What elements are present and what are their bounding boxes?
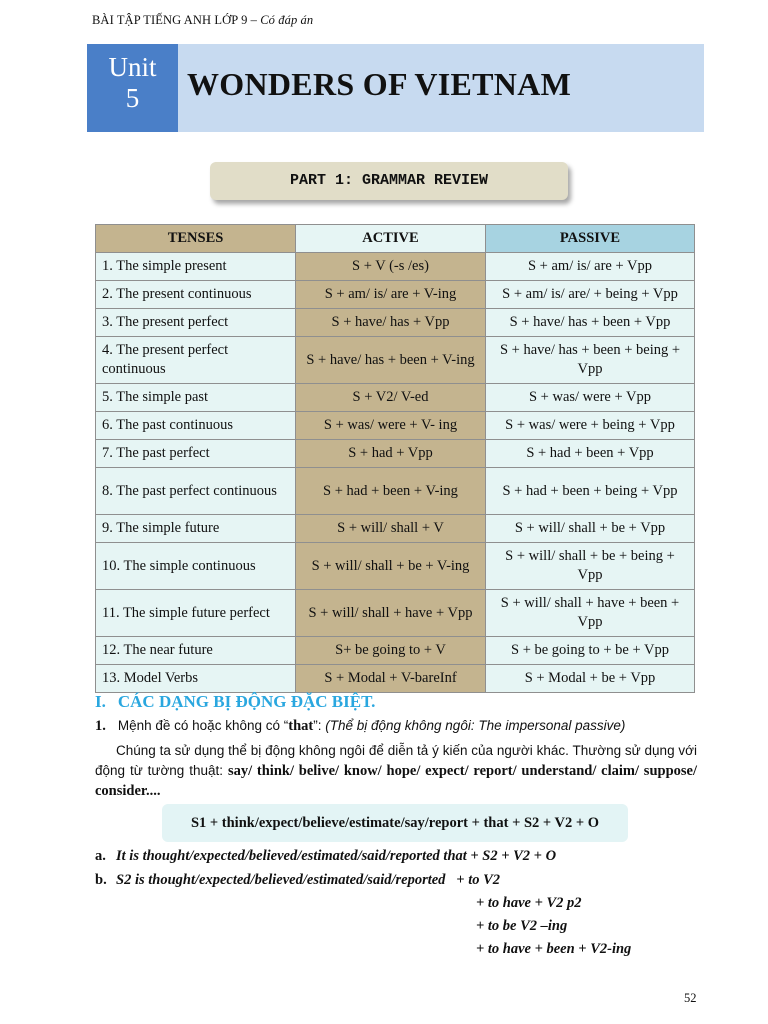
unit-label: Unit [108, 52, 157, 82]
table-row [96, 590, 695, 637]
tense-cell: 4. The present perfect continuous [96, 337, 296, 384]
active-cell: S+ be going to + V [296, 637, 486, 665]
unit-title: WONDERS OF VIETNAM [187, 66, 572, 102]
table-header-tenses: TENSES [96, 225, 296, 253]
running-header: BÀI TẬP TIẾNG ANH LỚP 9 – Có đáp án [92, 13, 314, 27]
example-text: It is thought/expected/believed/estimated/said/reported that + S2 + V2 + O [116, 848, 557, 864]
example-label: b. [95, 872, 107, 888]
subsection-heading [95, 718, 625, 735]
tenses-table [95, 224, 695, 693]
tense-cell: 8. The past perfect continuous [96, 468, 296, 515]
section-heading [95, 692, 375, 712]
table-row [96, 515, 695, 543]
section-number: I. [95, 692, 106, 711]
tense-cell: 2. The present continuous [96, 281, 296, 309]
tense-cell: 6. The past continuous [96, 412, 296, 440]
part-label: PART 1: GRAMMAR REVIEW [210, 162, 568, 200]
active-cell: S + was/ were + V- ing [296, 412, 486, 440]
tense-cell: 3. The present perfect [96, 309, 296, 337]
running-header-italic: Có đáp án [260, 13, 314, 27]
passive-cell: S + will/ shall + be + being + Vpp [486, 543, 695, 590]
example-text: S2 is thought/expected/believed/estimated/said/reported + to V2 [116, 872, 501, 888]
active-cell: S + V (-s /es) [296, 253, 486, 281]
passive-cell: S + had + been + being + Vpp [486, 468, 695, 515]
passive-cell: S + Modal + be + Vpp [486, 665, 695, 693]
subsection-keyword: that [288, 718, 314, 734]
tense-cell: 5. The simple past [96, 384, 296, 412]
table-row [96, 543, 695, 590]
example-label: a. [95, 848, 106, 864]
table-row [96, 337, 695, 384]
active-cell: S + had + Vpp [296, 440, 486, 468]
tense-cell: 12. The near future [96, 637, 296, 665]
table-row [96, 468, 695, 515]
example-a [95, 848, 556, 865]
passive-cell: S + am/ is/ are + Vpp [486, 253, 695, 281]
continuation-line: + to have + been + V2-ing [476, 941, 632, 957]
table-row [96, 384, 695, 412]
formula-box: S1 + think/expect/believe/estimate/say/report + that + S2 + V2 + O [162, 804, 628, 842]
paragraph-text: Chúng ta sử dụng thể bị động không ngôi để diễn tả ý kiến của người khác. Thường sử dụng với động từ tường thuật: [95, 743, 697, 778]
subsection-prefix: Mệnh đề có hoặc không có “ [117, 718, 289, 733]
passive-cell: S + have/ has + been + Vpp [486, 309, 695, 337]
table-header-active: ACTIVE [296, 225, 486, 253]
tense-cell: 9. The simple future [96, 515, 296, 543]
section-title: CÁC DẠNG BỊ ĐỘNG ĐẶC BIỆT. [117, 692, 376, 711]
table-row [96, 309, 695, 337]
active-cell: S + will/ shall + have + Vpp [296, 590, 486, 637]
tense-cell: 7. The past perfect [96, 440, 296, 468]
active-cell: S + had + been + V-ing [296, 468, 486, 515]
active-cell: S + have/ has + Vpp [296, 309, 486, 337]
passive-cell: S + be going to + be + Vpp [486, 637, 695, 665]
unit-banner [87, 44, 704, 132]
table-row [96, 665, 695, 693]
tense-cell: 1. The simple present [96, 253, 296, 281]
intro-paragraph [95, 741, 697, 801]
table-row [96, 637, 695, 665]
active-cell: S + will/ shall + V [296, 515, 486, 543]
unit-number: 5 [125, 83, 140, 113]
subsection-italic: (Thể bị động không ngôi: The impersonal passive) [325, 718, 626, 733]
subsection-suffix: ”: [313, 718, 326, 733]
table-header-passive: PASSIVE [486, 225, 695, 253]
active-cell: S + have/ has + been + V-ing [296, 337, 486, 384]
passive-cell: S + had + been + Vpp [486, 440, 695, 468]
table-row [96, 281, 695, 309]
table-row [96, 412, 695, 440]
active-cell: S + am/ is/ are + V-ing [296, 281, 486, 309]
active-cell: S + V2/ V-ed [296, 384, 486, 412]
tense-cell: 13. Model Verbs [96, 665, 296, 693]
unit-badge [87, 44, 178, 132]
tense-cell: 10. The simple continuous [96, 543, 296, 590]
paragraph-bold-verbs: say/ think/ belive/ know/ hope/ expect/ report/ understand/ claim/ suppose/ consider.... [95, 763, 697, 799]
continuation-line: + to be V2 –ing [476, 918, 568, 934]
passive-cell: S + have/ has + been + being + Vpp [486, 337, 695, 384]
passive-cell: S + am/ is/ are/ + being + Vpp [486, 281, 695, 309]
tense-cell: 11. The simple future perfect [96, 590, 296, 637]
page-number: 52 [684, 991, 697, 1005]
continuation-line: + to have + V2 p2 [476, 895, 582, 911]
passive-cell: S + will/ shall + have + been + Vpp [486, 590, 695, 637]
subsection-number: 1. [95, 718, 106, 734]
example-b [95, 872, 500, 889]
passive-cell: S + will/ shall + be + Vpp [486, 515, 695, 543]
passive-cell: S + was/ were + being + Vpp [486, 412, 695, 440]
active-cell: S + Modal + V-bareInf [296, 665, 486, 693]
passive-cell: S + was/ were + Vpp [486, 384, 695, 412]
table-row [96, 440, 695, 468]
active-cell: S + will/ shall + be + V-ing [296, 543, 486, 590]
table-row [96, 253, 695, 281]
